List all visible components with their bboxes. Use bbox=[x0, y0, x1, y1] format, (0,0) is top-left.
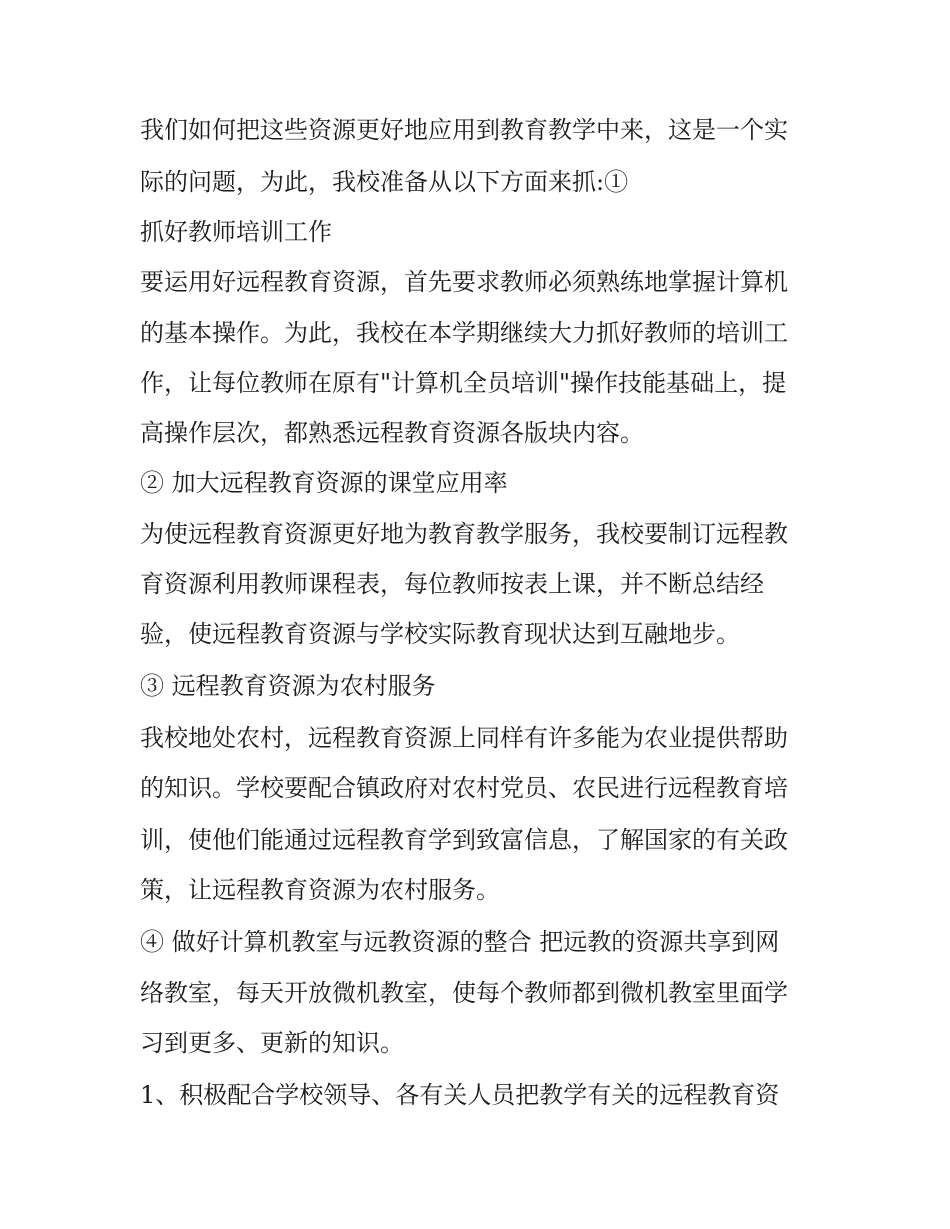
text-line: 高操作层次，都熟悉远程教育资源各版块内容。 bbox=[140, 419, 644, 447]
text-line: 育资源利用教师课程表，每位教师按表上课，并不断总结经 bbox=[140, 570, 764, 598]
text-line: 要运用好远程教育资源，首先要求教师必须熟练地掌握计算机 bbox=[140, 268, 788, 296]
section-heading: ② 加大远程教育资源的课堂应用率 bbox=[140, 469, 508, 497]
text-line: 为使远程教育资源更好地为教育教学服务，我校要制订远程教 bbox=[140, 520, 788, 548]
text-line: 的知识。学校要配合镇政府对农村党员、农民进行远程教育培 bbox=[140, 774, 788, 802]
text-line: 1、积极配合学校领导、各有关人员把教学有关的远程教育资 bbox=[140, 1081, 780, 1109]
text-line: 习到更多、更新的知识。 bbox=[140, 1029, 404, 1057]
section-heading: 抓好教师培训工作 bbox=[140, 218, 332, 246]
text-line: 络教室，每天开放微机教室，使每个教师都到微机教室里面学 bbox=[140, 979, 788, 1007]
text-line: 际的问题，为此，我校准备从以下方面来抓:① bbox=[140, 168, 629, 196]
text-line: 的基本操作。为此，我校在本学期继续大力抓好教师的培训工 bbox=[140, 319, 788, 347]
text-line: 策，让远程教育资源为农村服务。 bbox=[140, 876, 500, 904]
text-line: 训，使他们能通过远程教育学到致富信息，了解国家的有关政 bbox=[140, 826, 788, 854]
text-line: 作，让每位教师在原有"计算机全员培训"操作技能基础上，提 bbox=[140, 369, 787, 397]
text-line: 验，使远程教育资源与学校实际教育现状达到互融地步。 bbox=[140, 620, 740, 648]
text-line: 我们如何把这些资源更好地应用到教育教学中来，这是一个实 bbox=[140, 116, 788, 144]
section-heading: ④ 做好计算机教室与远教资源的整合 把远教的资源共享到网 bbox=[140, 928, 780, 956]
section-heading: ③ 远程教育资源为农村服务 bbox=[140, 672, 436, 700]
text-line: 我校地处农村，远程教育资源上同样有许多能为农业提供帮助 bbox=[140, 724, 788, 752]
